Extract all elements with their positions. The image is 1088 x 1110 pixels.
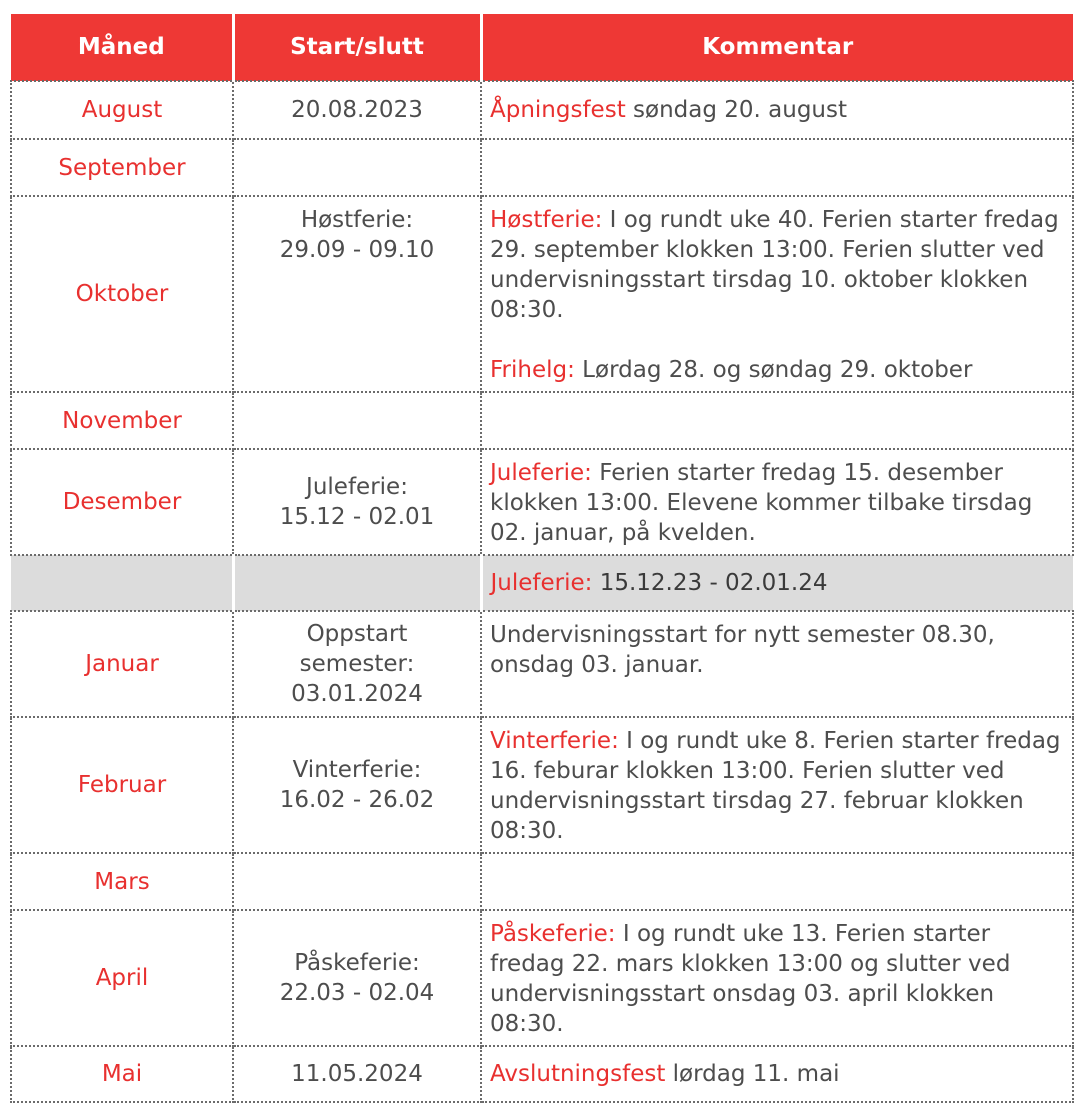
dates-cell xyxy=(233,392,481,449)
comment-paragraph xyxy=(490,205,1064,325)
dates-line: Oppstart xyxy=(306,621,408,647)
dates-line: 20.08.2023 xyxy=(291,97,423,123)
dates-line: Høstferie: xyxy=(300,207,414,233)
table-row-juleferie-summary xyxy=(11,555,1073,611)
table-row-august xyxy=(11,81,1073,139)
comment-cell xyxy=(481,449,1073,555)
dates-cell xyxy=(233,910,481,1046)
comment-highlight: Juleferie: xyxy=(490,570,593,596)
comment-cell xyxy=(481,555,1073,611)
month-cell: April xyxy=(11,910,233,1046)
comment-highlight: Juleferie: xyxy=(490,460,592,486)
comment-text: 15.12.23 - 02.01.24 xyxy=(592,570,828,596)
dates-line: 11.05.2024 xyxy=(291,1061,423,1087)
table-row-april xyxy=(11,910,1073,1046)
month-cell: Januar xyxy=(11,611,233,717)
dates-line: Påskeferie: xyxy=(294,950,420,976)
comment-text: I og rundt uke 40. Ferien starter fredag 29. september klokken 13:00. Ferien slutter ved undervisningsstart tirsdag 10. oktober klokken 08:30. xyxy=(490,207,1059,323)
comment-cell xyxy=(481,717,1073,853)
dates-line: 29.09 - 09.10 xyxy=(279,237,435,263)
dates-line: 03.01.2024 xyxy=(291,681,423,707)
table-row-desember xyxy=(11,449,1073,555)
table-row-februar xyxy=(11,717,1073,853)
month-cell xyxy=(11,555,233,611)
header-comment: Kommentar xyxy=(481,14,1073,81)
dates-cell xyxy=(233,81,481,139)
dates-line: 16.02 - 26.02 xyxy=(279,787,435,813)
table-row-januar xyxy=(11,611,1073,717)
table-row-oktober xyxy=(11,196,1073,392)
paragraph-gap xyxy=(490,325,1064,355)
dates-cell xyxy=(233,717,481,853)
comment-cell xyxy=(481,392,1073,449)
dates-line: Vinterferie: xyxy=(292,757,422,783)
comment-text: Ferien starter fredag 15. desember klokken 13:00. Elevene kommer tilbake tirsdag 02. januar, på kvelden. xyxy=(490,460,1033,546)
comment-highlight: Påskeferie: xyxy=(490,921,616,947)
comment-text: Lørdag 28. og søndag 29. oktober xyxy=(574,357,973,383)
table-row-september xyxy=(11,139,1073,196)
comment-text: I og rundt uke 8. Ferien starter fredag 16. feburar klokken 13:00. Ferien slutter ved undervisningsstart tirsdag 27. februar klokken 08:30. xyxy=(490,728,1061,844)
comment-cell xyxy=(481,910,1073,1046)
month-cell: Oktober xyxy=(11,196,233,392)
dates-cell xyxy=(233,611,481,717)
comment-cell xyxy=(481,81,1073,139)
comment-text: Undervisningsstart for nytt semester 08.30, onsdag 03. januar. xyxy=(490,622,995,678)
comment-text: søndag 20. august xyxy=(625,97,848,123)
dates-line: 22.03 - 02.04 xyxy=(279,980,435,1006)
comment-highlight: Frihelg: xyxy=(490,357,575,383)
comment-cell xyxy=(481,853,1073,910)
comment-cell xyxy=(481,196,1073,392)
comment-cell xyxy=(481,1046,1073,1102)
comment-highlight: Høstferie: xyxy=(490,207,603,233)
table-row-mars xyxy=(11,853,1073,910)
dates-cell xyxy=(233,1046,481,1102)
comment-text: I og rundt uke 13. Ferien starter fredag 22. mars klokken 13:00 og slutter ved undervisningsstart onsdag 03. april klokken 08:30. xyxy=(490,921,1011,1037)
comment-paragraph xyxy=(490,355,1064,385)
comment-highlight: Avslutningsfest xyxy=(490,1061,666,1087)
dates-line: Juleferie: xyxy=(306,474,408,500)
header-row xyxy=(11,14,1073,81)
dates-cell xyxy=(233,449,481,555)
header-month: Måned xyxy=(11,14,233,81)
dates-cell xyxy=(233,555,481,611)
comment-text: lørdag 11. mai xyxy=(665,1061,840,1087)
month-cell: November xyxy=(11,392,233,449)
table-row-mai xyxy=(11,1046,1073,1102)
dates-line: 15.12 - 02.01 xyxy=(279,504,435,530)
comment-highlight: Vinterferie: xyxy=(490,728,619,754)
header-start-end: Start/slutt xyxy=(233,14,481,81)
dates-cell xyxy=(233,196,481,392)
dates-line: semester: xyxy=(299,651,415,677)
month-cell: August xyxy=(11,81,233,139)
month-cell: Desember xyxy=(11,449,233,555)
comment-highlight: Åpningsfest xyxy=(490,97,626,123)
comment-cell xyxy=(481,611,1073,717)
month-cell: September xyxy=(11,139,233,196)
comment-cell xyxy=(481,139,1073,196)
month-cell: Mars xyxy=(11,853,233,910)
school-year-calendar-table xyxy=(10,14,1074,1103)
table-row-november xyxy=(11,392,1073,449)
dates-cell xyxy=(233,853,481,910)
dates-cell xyxy=(233,139,481,196)
month-cell: Mai xyxy=(11,1046,233,1102)
calendar-table-wrapper xyxy=(10,14,1072,1103)
month-cell: Februar xyxy=(11,717,233,853)
